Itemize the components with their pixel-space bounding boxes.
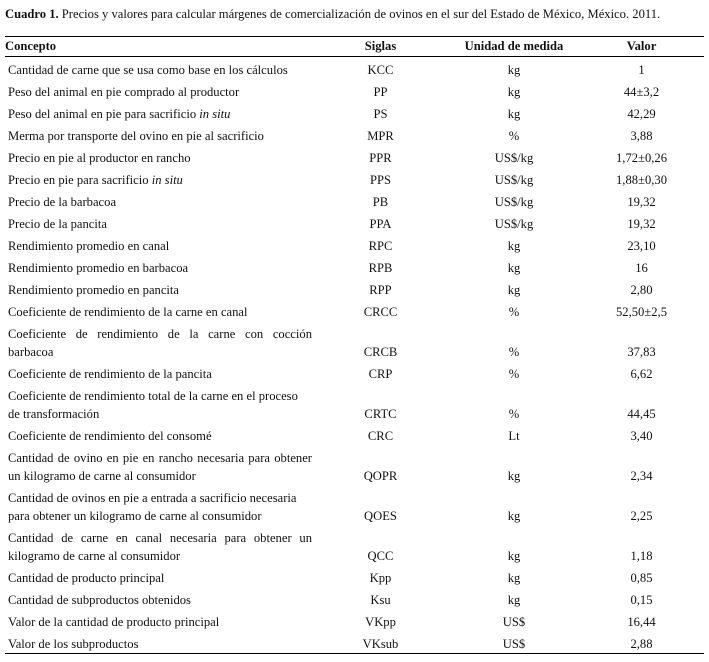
cell-unidad: kg <box>507 593 521 607</box>
cell-siglas: Kpp <box>369 571 392 585</box>
concepto-text: Cantidad de producto principal <box>8 571 165 585</box>
cell-unidad: kg <box>507 107 521 121</box>
table-row <box>5 123 704 145</box>
header-unidad: Unidad de medida <box>449 37 579 57</box>
concepto-text: Cantidad de ovino en pie en rancho necesaria para obtener un kilogramo de carne al consumidor <box>8 451 312 483</box>
concepto-text: Merma por transporte del ovino en pie al sacrificio <box>8 129 264 143</box>
cell-valor: 2,34 <box>630 469 653 483</box>
concepto-text: Precio de la barbacoa <box>8 195 117 209</box>
concepto-text: Cantidad de ovinos en pie a entrada a sacrificio necesaria para obtener un kilogramo de carne al consumidor <box>8 491 297 523</box>
cell-unidad: % <box>508 305 520 319</box>
cell-unidad: kg <box>507 469 521 483</box>
table-row <box>5 299 704 321</box>
concepto-text: Cantidad de subproductos obtenidos <box>8 593 191 607</box>
table-body <box>5 57 704 654</box>
cell-unidad: US$/kg <box>494 151 534 165</box>
cell-valor: 19,32 <box>627 217 656 231</box>
cell-valor: 16,44 <box>627 615 656 629</box>
cell-valor: 1,72±0,26 <box>616 151 667 165</box>
cell-siglas: PPR <box>369 151 392 165</box>
cell-concepto <box>5 485 312 525</box>
cell-concepto <box>5 101 312 123</box>
cell-unidad: % <box>508 345 520 359</box>
concepto-text: Peso del animal en pie comprado al productor <box>8 85 240 99</box>
header-row <box>5 37 704 57</box>
cell-concepto <box>5 123 312 145</box>
concepto-text: Precio de la pancita <box>8 217 107 231</box>
cell-concepto <box>5 255 312 277</box>
table-row <box>5 255 704 277</box>
cell-concepto <box>5 167 312 189</box>
concepto-text: Valor de los subproductos <box>8 637 139 651</box>
table-row <box>5 361 704 383</box>
concepto-text: Cantidad de carne que se usa como base en los cálculos <box>8 63 288 77</box>
table-row <box>5 631 704 654</box>
cell-valor: 0,15 <box>630 593 653 607</box>
cell-concepto <box>5 299 312 321</box>
cell-valor: 44±3,2 <box>623 85 660 99</box>
concepto-text: Precio en pie al productor en rancho <box>8 151 191 165</box>
cell-valor: 1 <box>638 63 645 77</box>
table-row <box>5 167 704 189</box>
cell-valor: 3,88 <box>630 129 653 143</box>
cell-siglas: VKsub <box>312 631 449 654</box>
cell-valor: 6,62 <box>630 367 653 381</box>
cell-unidad: kg <box>507 283 521 297</box>
cell-concepto <box>5 233 312 255</box>
cell-siglas: RPC <box>368 239 393 253</box>
cell-valor: 52,50±2,5 <box>616 305 667 319</box>
cell-unidad: US$ <box>449 631 579 654</box>
data-table <box>5 36 704 654</box>
cell-concepto <box>5 565 312 587</box>
table-row <box>5 101 704 123</box>
cell-unidad: US$/kg <box>494 217 534 231</box>
cell-siglas: RPP <box>369 283 392 297</box>
concepto-italic: in situ <box>199 107 231 121</box>
cell-unidad: US$/kg <box>494 173 534 187</box>
cell-concepto <box>5 79 312 101</box>
cell-siglas: PP <box>373 85 388 99</box>
cell-siglas: CRC <box>367 429 394 443</box>
cell-siglas: PB <box>372 195 389 209</box>
cell-siglas: QCC <box>367 549 394 563</box>
header-valor: Valor <box>579 37 704 57</box>
cell-valor: 23,10 <box>627 239 656 253</box>
cell-concepto <box>5 525 312 565</box>
table-row <box>5 525 704 565</box>
cell-unidad: % <box>508 367 520 381</box>
table-row <box>5 277 704 299</box>
table-row <box>5 565 704 587</box>
table-row <box>5 233 704 255</box>
cell-siglas: PS <box>373 107 388 121</box>
cell-valor: 3,40 <box>630 429 653 443</box>
concepto-text: Peso del animal en pie para sacrificio <box>8 107 200 121</box>
cell-siglas: QOPR <box>363 469 398 483</box>
cell-siglas: CRCB <box>363 345 398 359</box>
concepto-text: Coeficiente de rendimiento del consomé <box>8 429 212 443</box>
cell-valor: 37,83 <box>627 345 656 359</box>
cell-concepto <box>5 423 312 445</box>
cell-siglas: PPS <box>369 173 391 187</box>
concepto-text: Rendimiento promedio en canal <box>8 239 170 253</box>
cell-siglas: PPA <box>369 217 392 231</box>
table-row <box>5 383 704 423</box>
cell-unidad: kg <box>507 239 521 253</box>
cell-concepto <box>5 277 312 299</box>
cell-valor: 44,45 <box>627 407 656 421</box>
cell-concepto <box>5 609 312 631</box>
cell-unidad: % <box>508 407 520 421</box>
concepto-text: Valor de la cantidad de producto principal <box>8 615 220 629</box>
cell-siglas: CRCC <box>363 305 398 319</box>
table-row <box>5 145 704 167</box>
concepto-text: Coeficiente de rendimiento total de la carne en el proceso de transformación <box>8 389 298 421</box>
cell-concepto <box>5 383 312 423</box>
cell-concepto <box>5 631 312 654</box>
table-caption <box>5 6 705 22</box>
table-row <box>5 587 704 609</box>
caption-text: Precios y valores para calcular márgenes de comercialización de ovinos en el sur del Estado de México, México. 2011. <box>58 7 661 21</box>
cell-siglas: RPB <box>368 261 393 275</box>
cell-valor: 16 <box>635 261 648 275</box>
cell-unidad: kg <box>507 571 521 585</box>
table-row <box>5 423 704 445</box>
cell-valor: 2,80 <box>630 283 653 297</box>
cell-unidad: US$ <box>502 615 526 629</box>
cell-siglas: MPR <box>367 129 394 143</box>
concepto-text: Coeficiente de rendimiento de la pancita <box>8 367 212 381</box>
table-row <box>5 211 704 233</box>
concepto-text: Coeficiente de rendimiento de la carne en canal <box>8 305 248 319</box>
header-concepto: Concepto <box>5 37 312 57</box>
table-row <box>5 79 704 101</box>
cell-concepto <box>5 211 312 233</box>
cell-siglas: VKpp <box>365 615 396 629</box>
cell-valor: 0,85 <box>630 571 653 585</box>
cell-unidad: kg <box>507 85 521 99</box>
cell-unidad: kg <box>507 261 521 275</box>
concepto-text: Precio en pie para sacrificio <box>8 173 152 187</box>
cell-concepto <box>5 321 312 361</box>
cell-siglas: Ksu <box>370 593 391 607</box>
cell-unidad: US$/kg <box>494 195 534 209</box>
table-row <box>5 445 704 485</box>
cell-concepto <box>5 145 312 167</box>
cell-concepto <box>5 57 312 80</box>
cell-siglas: QOES <box>364 509 397 523</box>
table-row <box>5 57 704 80</box>
cell-valor: 1,18 <box>630 549 653 563</box>
concepto-text: Cantidad de carne en canal necesaria para obtener un kilogramo de carne al consumidor <box>8 531 312 563</box>
cell-siglas: KCC <box>367 63 394 77</box>
table-row <box>5 321 704 361</box>
table-row <box>5 609 704 631</box>
cell-unidad: Lt <box>508 429 520 443</box>
cell-unidad: % <box>508 129 520 143</box>
concepto-text: Coeficiente de rendimiento de la carne con cocción barbacoa <box>8 327 312 359</box>
cell-valor: 42,29 <box>627 107 656 121</box>
cell-siglas: CRP <box>368 367 393 381</box>
cell-unidad: kg <box>507 63 521 77</box>
header-siglas: Siglas <box>312 37 449 57</box>
table-row <box>5 189 704 211</box>
cell-concepto <box>5 587 312 609</box>
cell-concepto <box>5 361 312 383</box>
cell-valor: 19,32 <box>627 195 656 209</box>
cell-concepto <box>5 445 312 485</box>
cell-unidad: kg <box>507 509 521 523</box>
table-row <box>5 485 704 525</box>
cell-valor: 2,25 <box>630 509 653 523</box>
concepto-text: Rendimiento promedio en pancita <box>8 283 180 297</box>
cell-unidad: kg <box>507 549 521 563</box>
concepto-text: Rendimiento promedio en barbacoa <box>8 261 189 275</box>
cell-siglas: CRTC <box>364 407 397 421</box>
cell-valor: 2,88 <box>579 631 704 654</box>
concepto-italic: in situ <box>151 173 183 187</box>
caption-label: Cuadro 1. <box>5 7 59 21</box>
cell-concepto <box>5 189 312 211</box>
cell-valor: 1,88±0,30 <box>616 173 667 187</box>
